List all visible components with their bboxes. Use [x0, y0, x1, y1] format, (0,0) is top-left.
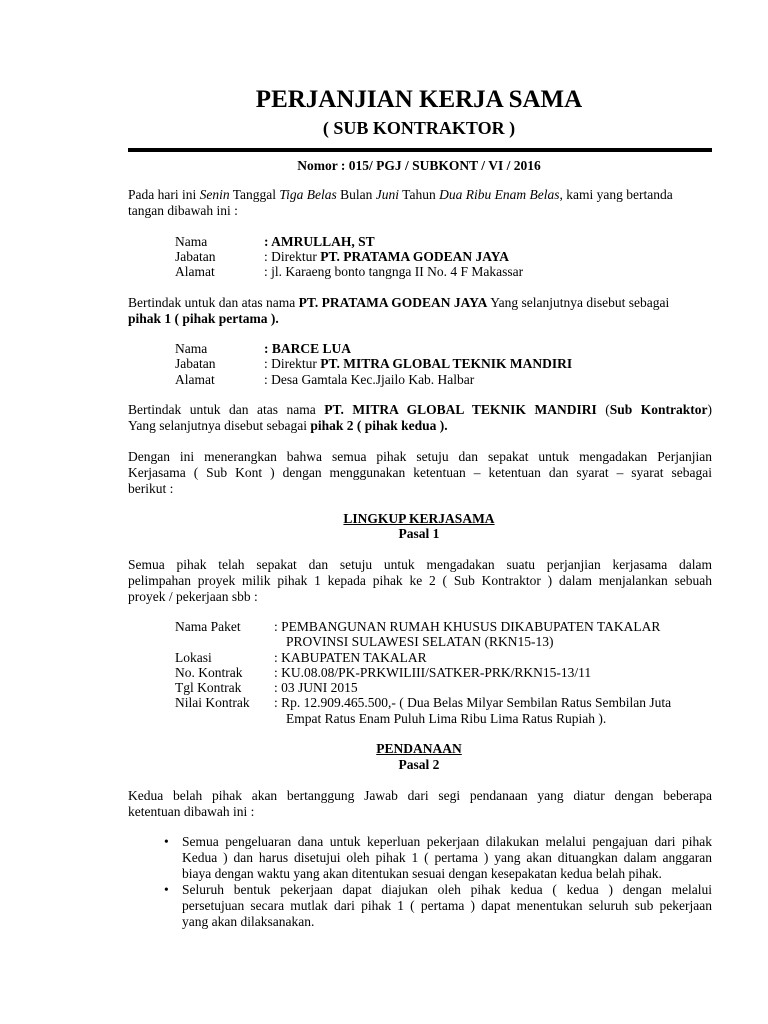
project-value-value-1: : Rp. 12.909.465.500,- ( Dua Belas Milyar Sembilan Ratus Sembilan Juta [274, 695, 672, 710]
pasal2-line-2: ketentuan dibawah ini : [128, 804, 255, 819]
pasal1-heading: LINGKUP KERJASAMA [343, 511, 495, 526]
bullet-2-line-1: Seluruh bentuk pekerjaan dapat diajukan oleh pihak kedua ( kedua ) dengan melalui [182, 882, 712, 897]
party2-address-value: : Desa Gamtala Kec.Jjailo Kab. Halbar [264, 372, 475, 387]
party1-name-value: : AMRULLAH, ST [264, 234, 375, 249]
acting2-line-1: Bertindak untuk dan atas nama PT. MITRA GLOBAL TEKNIK MANDIRI (Sub Kontraktor) [128, 402, 712, 417]
pasal1-line-2: pelimpahan proyek milik pihak 1 kepada pihak ke 2 ( Sub Kontraktor ) dalam menjalankan sebuah [128, 573, 712, 588]
bullet-1-marker: • [164, 834, 169, 849]
project-value-value-2: Empat Ratus Enam Puluh Lima Ribu Lima Ratus Rupiah ). [286, 711, 607, 726]
project-location-label: Lokasi [175, 650, 212, 665]
acting2-line-2: Yang selanjutnya disebut sebagai pihak 2 ( pihak kedua ). [128, 418, 448, 433]
party2-name-label: Nama [175, 341, 208, 356]
bullet-2-line-3: yang akan dilaksanakan. [182, 914, 315, 929]
project-package-label: Nama Paket [175, 619, 241, 634]
title-divider [128, 148, 712, 152]
document-title: PERJANJIAN KERJA SAMA [255, 86, 583, 113]
pasal1-line-1: Semua pihak telah sepakat dan setuju untuk mengadakan suatu perjanjian kerjasama dalam [128, 557, 712, 572]
party2-position-value: : Direktur PT. MITRA GLOBAL TEKNIK MANDIRI [264, 356, 573, 371]
document-number: Nomor : 015/ PGJ / SUBKONT / VI / 2016 [297, 158, 541, 173]
party2-name-value: : BARCE LUA [264, 341, 352, 356]
opening-line-1: Pada hari ini Senin Tanggal Tiga Belas Bulan Juni Tahun Dua Ribu Enam Belas, kami yang bertanda [128, 187, 673, 202]
intro-line-2: Kerjasama ( Sub Kont ) dengan menggunakan ketentuan – ketentuan dan syarat – syarat sebagai [128, 465, 712, 480]
party1-position-value: : Direktur PT. PRATAMA GODEAN JAYA [264, 249, 510, 264]
bullet-1-line-3: biaya dengan waktu yang akan ditentukan sesuai dengan kesepakatan kedua belah pihak. [182, 866, 662, 881]
project-contract-label: No. Kontrak [175, 665, 243, 680]
project-contract-value: : KU.08.08/PK-PRKWILIII/SATKER-PRK/RKN15-13/11 [274, 665, 592, 680]
project-value-label: Nilai Kontrak [175, 695, 250, 710]
acting1-role: pihak 1 ( pihak pertama ). [128, 311, 279, 326]
party1-address-value: : jl. Karaeng bonto tangnga II No. 4 F Makassar [264, 264, 524, 279]
party1-position-label: Jabatan [175, 249, 216, 264]
opening-line-2: tangan dibawah ini : [128, 203, 238, 218]
pasal1-number: Pasal 1 [398, 526, 440, 541]
project-package-value-2: PROVINSI SULAWESI SELATAN (RKN15-13) [286, 634, 554, 649]
intro-line-1: Dengan ini menerangkan bahwa semua pihak setuju dan sepakat untuk mengadakan Perjanjian [128, 449, 712, 464]
pasal2-line-1: Kedua belah pihak akan bertanggung Jawab dari segi pendanaan yang diatur dengan beberapa [128, 788, 712, 803]
pasal2-heading: PENDANAAN [376, 741, 462, 756]
project-location-value: : KABUPATEN TAKALAR [274, 650, 427, 665]
project-date-label: Tgl Kontrak [175, 680, 242, 695]
pasal2-number: Pasal 2 [398, 757, 440, 772]
pasal1-line-3: proyek / pekerjaan sbb : [128, 589, 258, 604]
bullet-1-line-2: Kedua ) dan harus disetujui oleh pihak 1 ( pertama ) yang akan dituangkan dalam anggaran [182, 850, 712, 865]
party2-address-label: Alamat [175, 372, 215, 387]
bullet-2-marker: • [164, 882, 169, 897]
acting1-line-1: Bertindak untuk dan atas nama PT. PRATAMA GODEAN JAYA Yang selanjutnya disebut sebagai [128, 295, 670, 310]
project-date-value: : 03 JUNI 2015 [274, 680, 358, 695]
project-package-value-1: : PEMBANGUNAN RUMAH KHUSUS DIKABUPATEN TAKALAR [274, 619, 661, 634]
party1-name-label: Nama [175, 234, 208, 249]
bullet-1-line-1: Semua pengeluaran dana untuk keperluan pekerjaan dilakukan melalui pengajuan dari pihak [182, 834, 712, 849]
document-subtitle: ( SUB KONTRAKTOR ) [322, 118, 516, 138]
party2-position-label: Jabatan [175, 356, 216, 371]
party1-address-label: Alamat [175, 264, 215, 279]
intro-line-3: berikut : [128, 481, 174, 496]
bullet-2-line-2: persetujuan secara mutlak dari pihak 1 ( pertama ) dapat menentukan seluruh sub pekerjaan [182, 898, 712, 913]
